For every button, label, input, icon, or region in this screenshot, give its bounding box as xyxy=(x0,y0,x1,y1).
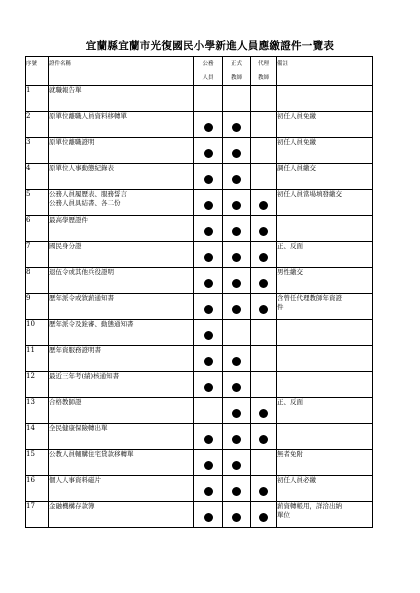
note xyxy=(277,502,373,528)
required-dot-icon xyxy=(204,253,213,262)
note xyxy=(277,190,373,216)
table-row xyxy=(26,294,373,320)
document-name xyxy=(49,242,194,268)
document-name-line: 國民身分證 xyxy=(49,242,82,250)
check-civil xyxy=(194,346,223,372)
check-substitute xyxy=(251,398,277,424)
header-row xyxy=(26,57,373,86)
check-substitute xyxy=(251,112,277,138)
document-name-line: 公教人員輔購住宅貸款移轉單 xyxy=(49,450,134,458)
document-name-line: 原單位離職證明 xyxy=(49,138,95,146)
check-civil xyxy=(194,450,223,476)
required-dot-icon xyxy=(232,461,241,470)
required-dot-icon xyxy=(232,435,241,444)
check-substitute xyxy=(251,424,277,450)
check-teacher xyxy=(223,372,251,398)
required-dot-icon xyxy=(204,357,213,366)
documents-table xyxy=(25,56,373,528)
check-substitute xyxy=(251,138,277,164)
table-row xyxy=(26,242,373,268)
required-dot-icon xyxy=(204,305,213,314)
table-row xyxy=(26,164,373,190)
check-substitute xyxy=(251,502,277,528)
header-teacher xyxy=(223,57,251,86)
check-substitute xyxy=(251,216,277,242)
note xyxy=(277,86,373,112)
document-name xyxy=(49,138,194,164)
row-number: 5 xyxy=(26,190,49,216)
document-name xyxy=(49,294,194,320)
check-teacher xyxy=(223,294,251,320)
document-name-line: 原單位人事動態紀錄表 xyxy=(49,164,114,172)
required-dot-icon xyxy=(259,201,268,210)
table-row xyxy=(26,138,373,164)
document-name xyxy=(49,112,194,138)
required-dot-icon xyxy=(204,201,213,210)
check-teacher xyxy=(223,138,251,164)
header-substitute-line: 教師 xyxy=(257,75,269,81)
check-civil xyxy=(194,242,223,268)
required-dot-icon xyxy=(232,227,241,236)
row-number: 4 xyxy=(26,164,49,190)
check-substitute xyxy=(251,320,277,346)
row-number: 8 xyxy=(26,268,49,294)
check-civil xyxy=(194,190,223,216)
note-line: 調任人員繳交 xyxy=(277,164,316,172)
note xyxy=(277,372,373,398)
table-row xyxy=(26,450,373,476)
required-dot-icon xyxy=(204,487,213,496)
note xyxy=(277,294,373,320)
note xyxy=(277,112,373,138)
note-line: 初任人員必繳 xyxy=(277,476,316,484)
row-number: 13 xyxy=(26,398,49,424)
row-number: 1 xyxy=(26,86,49,112)
document-name-line: 最高學歷證件 xyxy=(49,216,88,224)
note-line: 男性繳交 xyxy=(277,268,303,276)
required-dot-icon xyxy=(232,253,241,262)
note-line: 初任人員免繳 xyxy=(277,112,316,120)
note xyxy=(277,164,373,190)
note xyxy=(277,424,373,450)
required-dot-icon xyxy=(204,435,213,444)
check-substitute xyxy=(251,164,277,190)
required-dot-icon xyxy=(204,461,213,470)
row-number: 16 xyxy=(26,476,49,502)
row-number: 11 xyxy=(26,346,49,372)
check-civil xyxy=(194,502,223,528)
table-row xyxy=(26,320,373,346)
check-teacher xyxy=(223,346,251,372)
row-number: 6 xyxy=(26,216,49,242)
required-dot-icon xyxy=(259,513,268,522)
document-name xyxy=(49,424,194,450)
document-name-line: 全民健康保險轉出單 xyxy=(49,424,108,432)
row-number: 2 xyxy=(26,112,49,138)
header-no: 序號 xyxy=(26,57,49,86)
check-substitute xyxy=(251,450,277,476)
row-number: 14 xyxy=(26,424,49,450)
required-dot-icon xyxy=(204,175,213,184)
row-number: 3 xyxy=(26,138,49,164)
required-dot-icon xyxy=(232,513,241,522)
note xyxy=(277,268,373,294)
required-dot-icon xyxy=(259,409,268,418)
header-civil-line: 人員 xyxy=(202,75,214,81)
required-dot-icon xyxy=(232,305,241,314)
check-civil xyxy=(194,268,223,294)
check-civil xyxy=(194,372,223,398)
check-substitute xyxy=(251,190,277,216)
header-civil-line: 公務 xyxy=(202,61,214,67)
document-name xyxy=(49,216,194,242)
required-dot-icon xyxy=(232,383,241,392)
document-name xyxy=(49,372,194,398)
document-name-line: 歷年資服務證明書 xyxy=(49,346,101,354)
table-row xyxy=(26,86,373,112)
required-dot-icon xyxy=(259,227,268,236)
note-line: 薪資轉帳用，詳洽出納 xyxy=(277,502,342,510)
check-teacher xyxy=(223,502,251,528)
table-row xyxy=(26,372,373,398)
document-name xyxy=(49,502,194,528)
table-row xyxy=(26,190,373,216)
check-substitute xyxy=(251,242,277,268)
required-dot-icon xyxy=(204,149,213,158)
required-dot-icon xyxy=(204,279,213,288)
document-name xyxy=(49,476,194,502)
table-row xyxy=(26,398,373,424)
check-teacher xyxy=(223,424,251,450)
check-substitute xyxy=(251,268,277,294)
document-name-line: 歷年派令或敘薪通知書 xyxy=(49,294,114,302)
check-substitute xyxy=(251,346,277,372)
check-teacher xyxy=(223,398,251,424)
note-line: 正、反面 xyxy=(277,398,303,406)
row-number: 9 xyxy=(26,294,49,320)
check-teacher xyxy=(223,112,251,138)
check-substitute xyxy=(251,86,277,112)
required-dot-icon xyxy=(259,305,268,314)
check-civil xyxy=(194,424,223,450)
document-name-line: 公務人員具結書、各二份 xyxy=(49,199,121,207)
required-dot-icon xyxy=(232,123,241,132)
check-teacher xyxy=(223,86,251,112)
document-name xyxy=(49,86,194,112)
required-dot-icon xyxy=(259,435,268,444)
required-dot-icon xyxy=(232,357,241,366)
check-civil xyxy=(194,216,223,242)
header-teacher-line: 正式 xyxy=(230,61,242,67)
document-name-line: 歷年派令及銓審、動態通知書 xyxy=(49,320,134,328)
required-dot-icon xyxy=(232,279,241,288)
note xyxy=(277,476,373,502)
note-line: 含曾任代理教師年資證 xyxy=(277,294,342,302)
header-note: 備註 xyxy=(277,57,373,86)
required-dot-icon xyxy=(204,383,213,392)
document-name xyxy=(49,268,194,294)
check-civil xyxy=(194,398,223,424)
check-civil xyxy=(194,164,223,190)
required-dot-icon xyxy=(259,253,268,262)
document-name xyxy=(49,398,194,424)
check-teacher xyxy=(223,164,251,190)
note xyxy=(277,346,373,372)
note-line: 初任人員當場填發繳交 xyxy=(277,190,342,198)
check-substitute xyxy=(251,372,277,398)
document-title: 宜蘭縣宜蘭市光復國民小學新進人員應繳證件一覽表 xyxy=(85,40,335,52)
check-civil xyxy=(194,86,223,112)
required-dot-icon xyxy=(204,331,213,340)
document-name xyxy=(49,320,194,346)
note-line: 無者免附 xyxy=(277,450,303,458)
note xyxy=(277,242,373,268)
table-row xyxy=(26,216,373,242)
check-civil xyxy=(194,476,223,502)
table-row xyxy=(26,502,373,528)
check-substitute xyxy=(251,476,277,502)
document-name-line: 退伍令或其他兵役證明 xyxy=(49,268,114,276)
check-teacher xyxy=(223,320,251,346)
document-name-line: 就職報告單 xyxy=(49,86,82,94)
note xyxy=(277,320,373,346)
row-number: 15 xyxy=(26,450,49,476)
document-name-line: 個人人事資料磁片 xyxy=(49,476,101,484)
check-civil xyxy=(194,138,223,164)
document-name xyxy=(49,164,194,190)
check-teacher xyxy=(223,268,251,294)
row-number: 7 xyxy=(26,242,49,268)
header-teacher-line: 教師 xyxy=(230,75,242,81)
table-row xyxy=(26,268,373,294)
document-name-line: 原單位離職人員資料移轉單 xyxy=(49,112,127,120)
required-dot-icon xyxy=(232,409,241,418)
note-line: 件 xyxy=(277,303,284,311)
header-substitute xyxy=(251,57,277,86)
required-dot-icon xyxy=(232,487,241,496)
table-row xyxy=(26,424,373,450)
header-substitute-line: 代理 xyxy=(257,61,269,67)
document-name-line: 公務人員履歷表、服務誓言 xyxy=(49,190,127,198)
note xyxy=(277,398,373,424)
table-row xyxy=(26,346,373,372)
check-teacher xyxy=(223,242,251,268)
required-dot-icon xyxy=(232,175,241,184)
required-dot-icon xyxy=(204,123,213,132)
required-dot-icon xyxy=(259,279,268,288)
required-dot-icon xyxy=(232,201,241,210)
table-row xyxy=(26,112,373,138)
required-dot-icon xyxy=(232,149,241,158)
document-name-line: 最近三年考(績)核通知書 xyxy=(49,372,120,380)
note-line: 單位 xyxy=(277,511,290,519)
header-civil xyxy=(194,57,223,86)
required-dot-icon xyxy=(259,487,268,496)
check-teacher xyxy=(223,216,251,242)
check-substitute xyxy=(251,294,277,320)
note xyxy=(277,216,373,242)
document-name xyxy=(49,450,194,476)
note-line: 初任人員免繳 xyxy=(277,138,316,146)
row-number: 12 xyxy=(26,372,49,398)
row-number: 17 xyxy=(26,502,49,528)
check-civil xyxy=(194,112,223,138)
table-row xyxy=(26,476,373,502)
document-name xyxy=(49,190,194,216)
header-name: 證件名稱 xyxy=(49,57,194,86)
row-number: 10 xyxy=(26,320,49,346)
note-line: 正、反面 xyxy=(277,242,303,250)
note xyxy=(277,138,373,164)
check-civil xyxy=(194,320,223,346)
check-teacher xyxy=(223,190,251,216)
document-name-line: 合格教師證 xyxy=(49,398,82,406)
check-teacher xyxy=(223,450,251,476)
note xyxy=(277,450,373,476)
document-name-line: 金融機構存款簿 xyxy=(49,502,95,510)
document-name xyxy=(49,346,194,372)
check-civil xyxy=(194,294,223,320)
required-dot-icon xyxy=(204,513,213,522)
check-teacher xyxy=(223,476,251,502)
required-dot-icon xyxy=(204,227,213,236)
